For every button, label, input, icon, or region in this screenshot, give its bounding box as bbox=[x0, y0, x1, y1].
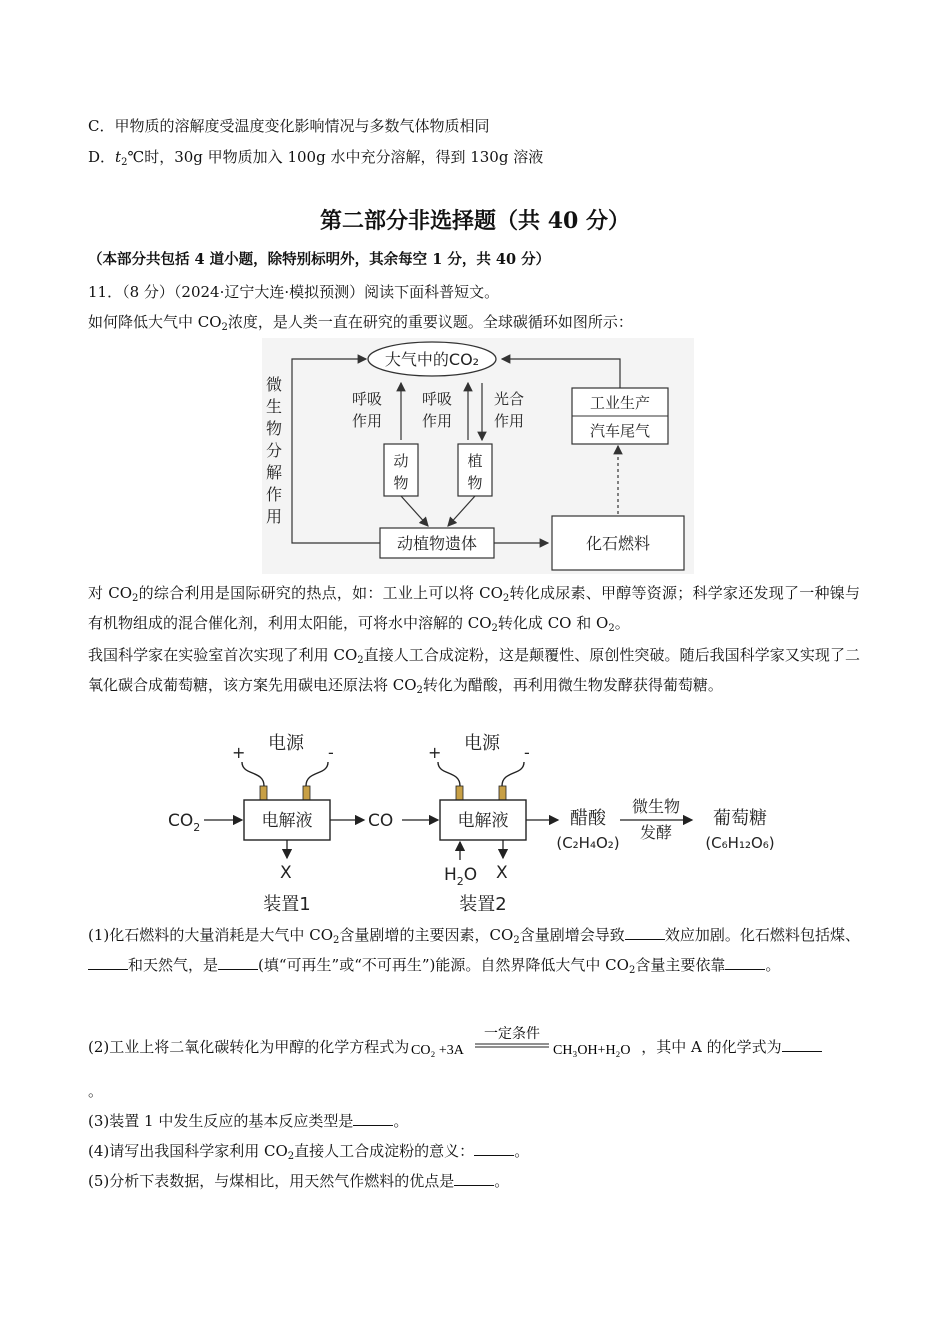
option-d-prefix: D． bbox=[88, 148, 116, 166]
device1-x-label: X bbox=[280, 863, 292, 883]
paragraph-starch-synthesis: 我国科学家在实验室首次实现了利用 $CO_2$直接人工合成淀粉，这是颠覆性、原创性突破。随后我国科学家又实现了二氧化碳合成葡萄糖，该方案先用碳电还原法将 $CO_2$转化为醋酸，再利用微生物发酵获得葡萄糖。 bbox=[88, 646, 860, 696]
acetic-acid-label: 醋酸 bbox=[570, 808, 606, 829]
option-d bbox=[88, 146, 543, 168]
atmosphere-label: 大气中的CO₂ bbox=[384, 350, 480, 369]
micro-decomposition-label bbox=[266, 375, 282, 526]
electrode-positive-1 bbox=[260, 786, 267, 800]
remains-label: 动植物遗体 bbox=[396, 534, 478, 553]
section-title: 第二部分非选择题（共 40 分） bbox=[320, 208, 630, 234]
answer-blank-formula-a[interactable] bbox=[782, 1037, 822, 1052]
co-label: CO bbox=[368, 811, 394, 831]
plus-sign-2: + bbox=[428, 743, 442, 762]
svg-text:呼吸: 呼吸 bbox=[422, 390, 453, 408]
acetic-acid-formula: (C₂H₄O₂) bbox=[556, 834, 620, 852]
equation-left: CO₂ +3A bbox=[411, 1043, 465, 1058]
svg-text:解: 解 bbox=[266, 463, 283, 482]
answer-blank-greenhouse[interactable] bbox=[625, 925, 665, 940]
svg-text:呼吸: 呼吸 bbox=[352, 390, 383, 408]
answer-blank-fossil[interactable] bbox=[88, 955, 128, 970]
microbe-label: 微生物 bbox=[631, 797, 681, 816]
wire-negative-1 bbox=[306, 762, 328, 786]
paragraph-co2-utilization: 对 $CO_2$的综合利用是国际研究的热点，如：工业上可以将 $CO_2$转化成尿素、甲醇等资源；科学家还发现了一种镍与有机物组成的混合催化剂，利用太阳能，可将水中溶解的 $CO_2$转化成 CO 和 $O_2$。 bbox=[88, 584, 860, 634]
power-label-1: 电源 bbox=[268, 733, 304, 754]
svg-text:物: 物 bbox=[266, 419, 283, 438]
animal-label-1: 动 bbox=[393, 452, 409, 470]
svg-text:生: 生 bbox=[266, 397, 283, 416]
answer-blank-significance[interactable] bbox=[474, 1141, 514, 1156]
question-5: (5)分析下表数据，与煤相比，用天然气作燃料的优点是 。 bbox=[88, 1172, 510, 1190]
carbon-cycle-diagram bbox=[262, 338, 694, 574]
wire-negative-2 bbox=[502, 762, 524, 786]
electrolysis-diagram bbox=[160, 728, 790, 920]
animal-label-2: 物 bbox=[393, 474, 409, 492]
answer-blank-reaction-type[interactable] bbox=[353, 1111, 393, 1126]
wire-positive-1 bbox=[242, 762, 264, 786]
electrode-negative-2 bbox=[499, 786, 506, 800]
glucose-label: 葡萄糖 bbox=[713, 808, 767, 829]
intro-text-a: 如何降低大气中 CO bbox=[88, 313, 222, 331]
industry-label: 工业生产 bbox=[589, 394, 651, 412]
sub-2: 2 bbox=[221, 322, 228, 333]
question-11-intro bbox=[88, 311, 633, 333]
svg-text:作用: 作用 bbox=[422, 412, 453, 430]
svg-text:用: 用 bbox=[266, 507, 283, 526]
question-4: (4)请写出我国科学家利用 $CO_2$直接人工合成淀粉的意义： 。 bbox=[88, 1142, 530, 1162]
answer-blank-renewable[interactable] bbox=[218, 955, 258, 970]
power-label-2: 电源 bbox=[464, 733, 500, 754]
equation-condition: 一定条件 bbox=[484, 1026, 541, 1042]
ferment-label: 发酵 bbox=[639, 823, 673, 842]
intro-text-b: 浓度，是人类一直在研究的重要议题。全球碳循环如图所示： bbox=[227, 313, 633, 331]
answer-blank-natural[interactable] bbox=[725, 955, 765, 970]
svg-text:作用: 作用 bbox=[494, 412, 525, 430]
methanol-equation bbox=[409, 1026, 641, 1062]
plus-sign-1: + bbox=[232, 743, 246, 762]
svg-text:作: 作 bbox=[266, 485, 283, 504]
svg-text:微: 微 bbox=[266, 375, 283, 394]
question-1: (1)化石燃料的大量消耗是大气中 $CO_2$含量剧增的主要因素，$CO_2$含量剧增会导致 效应加剧。化石燃料包括煤、和天然气，是 (填“可再生”或“不可再生”)能源。自然界降低大气中 $CO_2$含量主要依靠 。 bbox=[88, 926, 860, 976]
answer-blank-advantage[interactable] bbox=[454, 1171, 494, 1186]
question-11-header: 11．（8 分）（2024·辽宁大连·模拟预测）阅读下面科普短文。 bbox=[88, 283, 500, 301]
device2-label: 装置2 bbox=[459, 894, 507, 915]
co2-input-label: $CO_2$ bbox=[168, 811, 201, 834]
option-d-text: ℃时，30g 甲物质加入 100g 水中充分溶解，得到 130g 溶液 bbox=[127, 148, 544, 166]
h2o-label: $H_2O$ bbox=[444, 865, 478, 888]
electrode-positive-2 bbox=[456, 786, 463, 800]
question-2-end: 。 bbox=[88, 1082, 104, 1100]
glucose-formula: (C₆H₁₂O₆) bbox=[705, 834, 775, 852]
section-note: （本部分共包括 4 道小题，除特别标明外，其余每空 1 分，共 40 分） bbox=[88, 251, 551, 268]
option-d-t: t bbox=[115, 148, 122, 166]
fossil-fuel-label: 化石燃料 bbox=[585, 534, 651, 553]
plant-label-1: 植 bbox=[467, 452, 483, 470]
option-c: C．甲物质的溶解度受温度变化影响情况与多数气体物质相同 bbox=[88, 117, 490, 135]
question-3: (3)装置 1 中发生反应的基本反应类型是 。 bbox=[88, 1112, 409, 1130]
device2-x-label: X bbox=[496, 863, 508, 883]
minus-sign-1: - bbox=[328, 743, 334, 762]
question-2: (2)工业上将二氧化碳转化为甲醇的化学方程式为 CO₂ +3A 一定条件 CH₃OH+H₂O ，其中 A 的化学式为 bbox=[88, 1030, 822, 1066]
exhaust-label: 汽车尾气 bbox=[589, 422, 651, 440]
device1-label: 装置1 bbox=[263, 894, 311, 915]
option-d-sub: 2 bbox=[121, 157, 128, 168]
svg-text:光合: 光合 bbox=[494, 390, 525, 408]
plant-label-2: 物 bbox=[467, 474, 483, 492]
minus-sign-2: - bbox=[524, 743, 530, 762]
svg-text:作用: 作用 bbox=[352, 412, 383, 430]
electrode-negative-1 bbox=[303, 786, 310, 800]
wire-positive-2 bbox=[438, 762, 460, 786]
equation-right: CH₃OH+H₂O bbox=[553, 1043, 631, 1058]
equation-svg bbox=[409, 1026, 641, 1062]
svg-text:分: 分 bbox=[266, 441, 283, 460]
electrolyte-label-1: 电解液 bbox=[261, 811, 313, 831]
electrolyte-label-2: 电解液 bbox=[457, 811, 509, 831]
